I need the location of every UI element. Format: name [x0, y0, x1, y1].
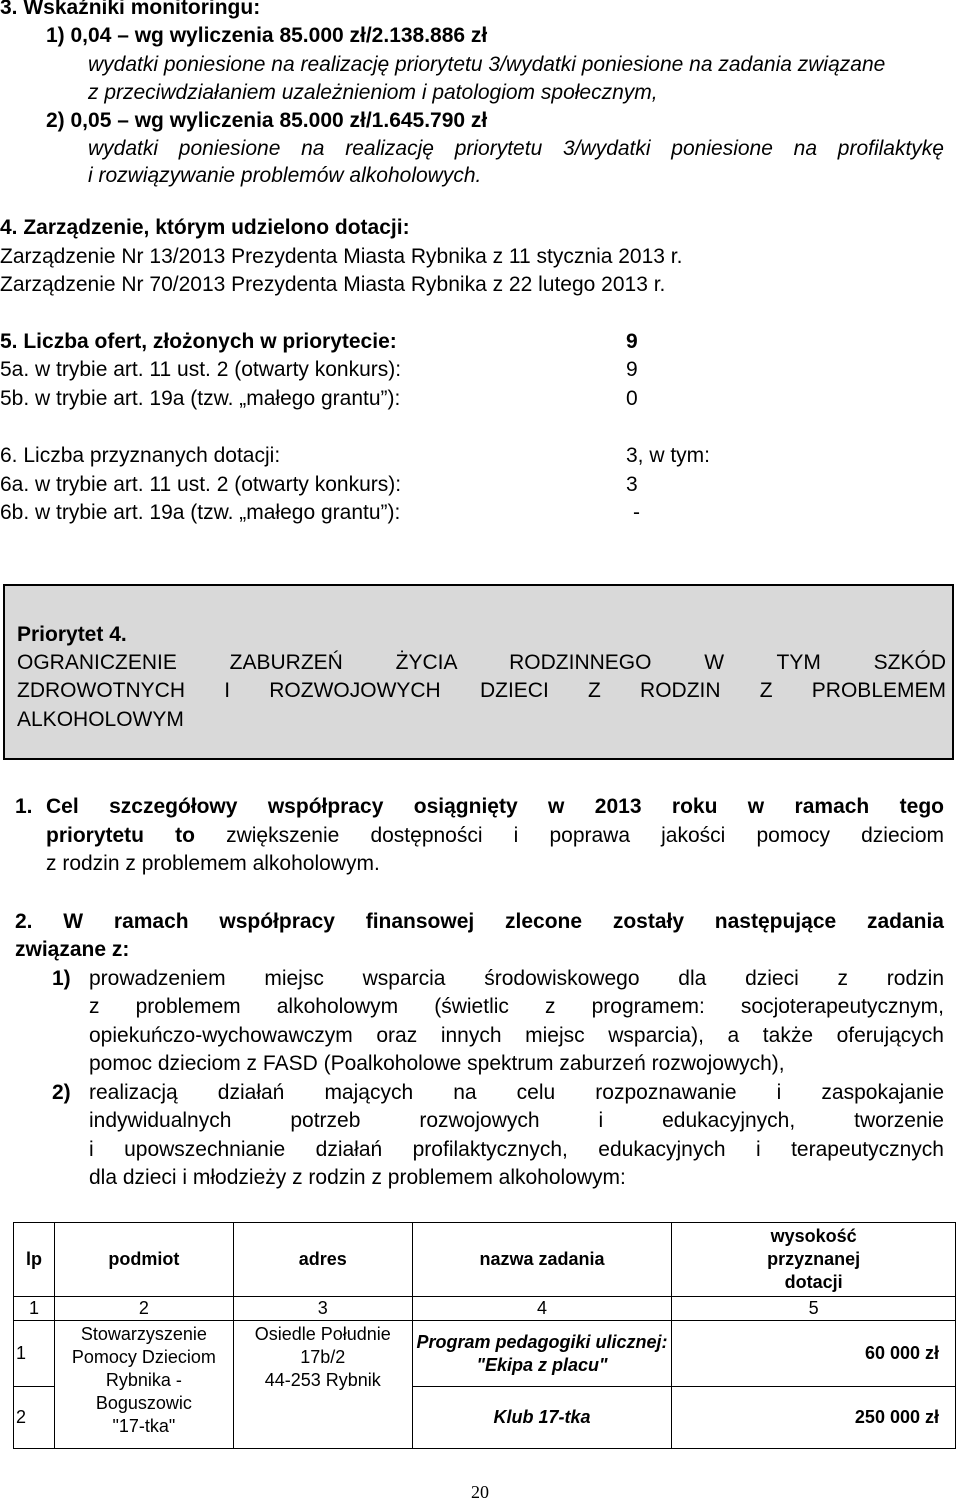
table-header-row: [14, 1223, 956, 1297]
priority-title: Priorytet 4.: [17, 623, 127, 646]
header-lp: lp: [14, 1223, 55, 1297]
zadanie-1-line-4: pomoc dzieciom z FASD (Poalkoholowe spektrum zaburzeń rozwojowych),: [89, 1052, 785, 1075]
zadanie-2-line-3: i upowszechnianie działań profilaktycznych, edukacyjnych i terapeutycznych: [89, 1138, 944, 1161]
decree-1: Zarządzenie Nr 13/2013 Prezydenta Miasta Rybnika z 11 stycznia 2013 r.: [0, 245, 683, 268]
cel-line-2-rest: zwiększenie dostępności i poprawa jakości pomocy dzieciom: [194, 824, 944, 847]
cel-line-2: [46, 822, 944, 850]
header-nazwa-zadania: nazwa zadania: [412, 1223, 672, 1297]
priority-line-2: ZDROWOTNYCH I ROZWOJOWYCH DZIECI Z RODZIN Z PROBLEMEM: [17, 679, 946, 702]
header-amount-line-1: wysokość: [770, 1226, 857, 1246]
section3-heading: 3. Wskaźniki monitoringu:: [0, 0, 261, 19]
indicator-2-desc-2: i rozwiązywanie problemów alkoholowych.: [88, 164, 482, 187]
row-2-task: Klub 17-tka: [412, 1387, 672, 1449]
grant-table: [13, 1222, 956, 1449]
zadanie-2-num: 2): [52, 1081, 71, 1104]
colnum-3: 3: [233, 1297, 412, 1321]
header-wysokosc: [672, 1223, 956, 1297]
cel-line-2-bold: priorytetu to: [46, 824, 195, 847]
header-adres: adres: [233, 1223, 412, 1297]
section5a-value: 9: [626, 358, 638, 381]
section5b-label: 5b. w trybie art. 19a (tzw. „małego grantu”):: [0, 387, 401, 410]
cel-line-3: z rodzin z problemem alkoholowym.: [46, 852, 380, 875]
section6-value: 3, w tym:: [626, 444, 711, 467]
section6b-label: 6b. w trybie art. 19a (tzw. „małego grantu”):: [0, 501, 401, 524]
zadania-heading-2: związane z:: [15, 938, 130, 961]
section5a-label: 5a. w trybie art. 11 ust. 2 (otwarty konkurs):: [0, 358, 402, 381]
section6b-value: -: [633, 501, 640, 524]
colnum-1: 1: [14, 1297, 55, 1321]
section5b-value: 0: [626, 387, 638, 410]
page-number: 20: [471, 1482, 489, 1502]
cel-number: 1.: [15, 795, 33, 818]
indicator-1-desc-1: wydatki poniesione na realizację priorytetu 3/wydatki poniesione na zadania związane: [88, 53, 886, 76]
priority-line-1: OGRANICZENIE ZABURZEŃ ŻYCIA RODZINNEGO W TYM SZKÓD: [17, 651, 946, 674]
indicator-2-desc-1: wydatki poniesione na realizację priorytetu 3/wydatki poniesione na profilaktykę: [88, 137, 944, 160]
zadanie-1-line-2: z problemem alkoholowym (świetlic z programem: socjoterapeutycznym,: [89, 995, 944, 1018]
podmiot-line-4: "17-tka": [112, 1416, 176, 1436]
table-colnum-row: [14, 1297, 956, 1321]
header-amount-line-2: przyznanej: [767, 1249, 861, 1269]
row-2-lp: 2: [14, 1387, 55, 1449]
zadanie-1-num: 1): [52, 967, 71, 990]
zadanie-2-line-2: indywidualnych potrzeb rozwojowych i edukacyjnych, tworzenie: [89, 1109, 944, 1132]
podmiot-line-1: Stowarzyszenie: [80, 1324, 207, 1344]
priority-line-3: ALKOHOLOWYM: [17, 708, 184, 731]
row-1-task: [412, 1321, 672, 1387]
colnum-4: 4: [412, 1297, 672, 1321]
row-1-task-line-2: "Ekipa z placu": [476, 1354, 608, 1375]
indicator-1-desc-2: z przeciwdziałaniem uzależnieniom i patologiom społecznym,: [88, 81, 658, 104]
podmiot-line-3: Rybnika - Boguszowic: [95, 1370, 192, 1413]
zadanie-2-line-4: dla dzieci i młodzieży z rodzin z problemem alkoholowym:: [89, 1166, 626, 1189]
cel-line-1: Cel szczegółowy współpracy osiągnięty w 2013 roku w ramach tego: [46, 795, 944, 818]
podmiot-line-2: Pomocy Dzieciom: [71, 1347, 216, 1367]
zadanie-2-line-1: realizacją działań mających na celu rozpoznawanie i zaspokajanie: [89, 1081, 944, 1104]
row-2-amount: 250 000 zł: [672, 1387, 956, 1449]
row-podmiot: [54, 1321, 233, 1449]
zadanie-1-line-3: opiekuńczo-wychowawczym oraz innych miejsc wsparcia), a także oferujących: [89, 1024, 944, 1047]
decree-2: Zarządzenie Nr 70/2013 Prezydenta Miasta Rybnika z 22 lutego 2013 r.: [0, 273, 666, 296]
zadanie-1-line-1: prowadzeniem miejsc wsparcia środowiskowego dla dzieci z rodzin: [89, 967, 944, 990]
indicator-1-head: 1) 0,04 – wg wyliczenia 85.000 zł/2.138.886 zł: [46, 24, 488, 47]
row-1-task-line-1: Program pedagogiki ulicznej:: [416, 1331, 668, 1352]
section4-heading: 4. Zarządzenie, którym udzielono dotacji:: [0, 216, 410, 239]
section6a-label: 6a. w trybie art. 11 ust. 2 (otwarty konkurs):: [0, 473, 402, 496]
adres-line-2: 17b/2: [300, 1347, 346, 1367]
indicator-2-head: 2) 0,05 – wg wyliczenia 85.000 zł/1.645.790 zł: [46, 109, 488, 132]
row-adres: [233, 1321, 412, 1449]
row-1-amount: 60 000 zł: [672, 1321, 956, 1387]
header-podmiot: podmiot: [54, 1223, 233, 1297]
row-1-lp: 1: [14, 1321, 55, 1387]
table-row: [14, 1321, 956, 1387]
priority-box: [3, 584, 954, 760]
section6a-value: 3: [626, 473, 638, 496]
adres-line-1: Osiedle Południe: [254, 1324, 391, 1344]
zadania-heading-1: 2. W ramach współpracy finansowej zlecone zostały następujące zadania: [15, 910, 944, 933]
header-amount-line-3: dotacji: [784, 1272, 843, 1292]
colnum-2: 2: [54, 1297, 233, 1321]
section5-value: 9: [626, 330, 638, 353]
adres-line-3: 44-253 Rybnik: [264, 1370, 381, 1390]
section5-heading: 5. Liczba ofert, złożonych w priorytecie:: [0, 330, 397, 353]
section6-heading: 6. Liczba przyznanych dotacji:: [0, 444, 281, 467]
colnum-5: 5: [672, 1297, 956, 1321]
